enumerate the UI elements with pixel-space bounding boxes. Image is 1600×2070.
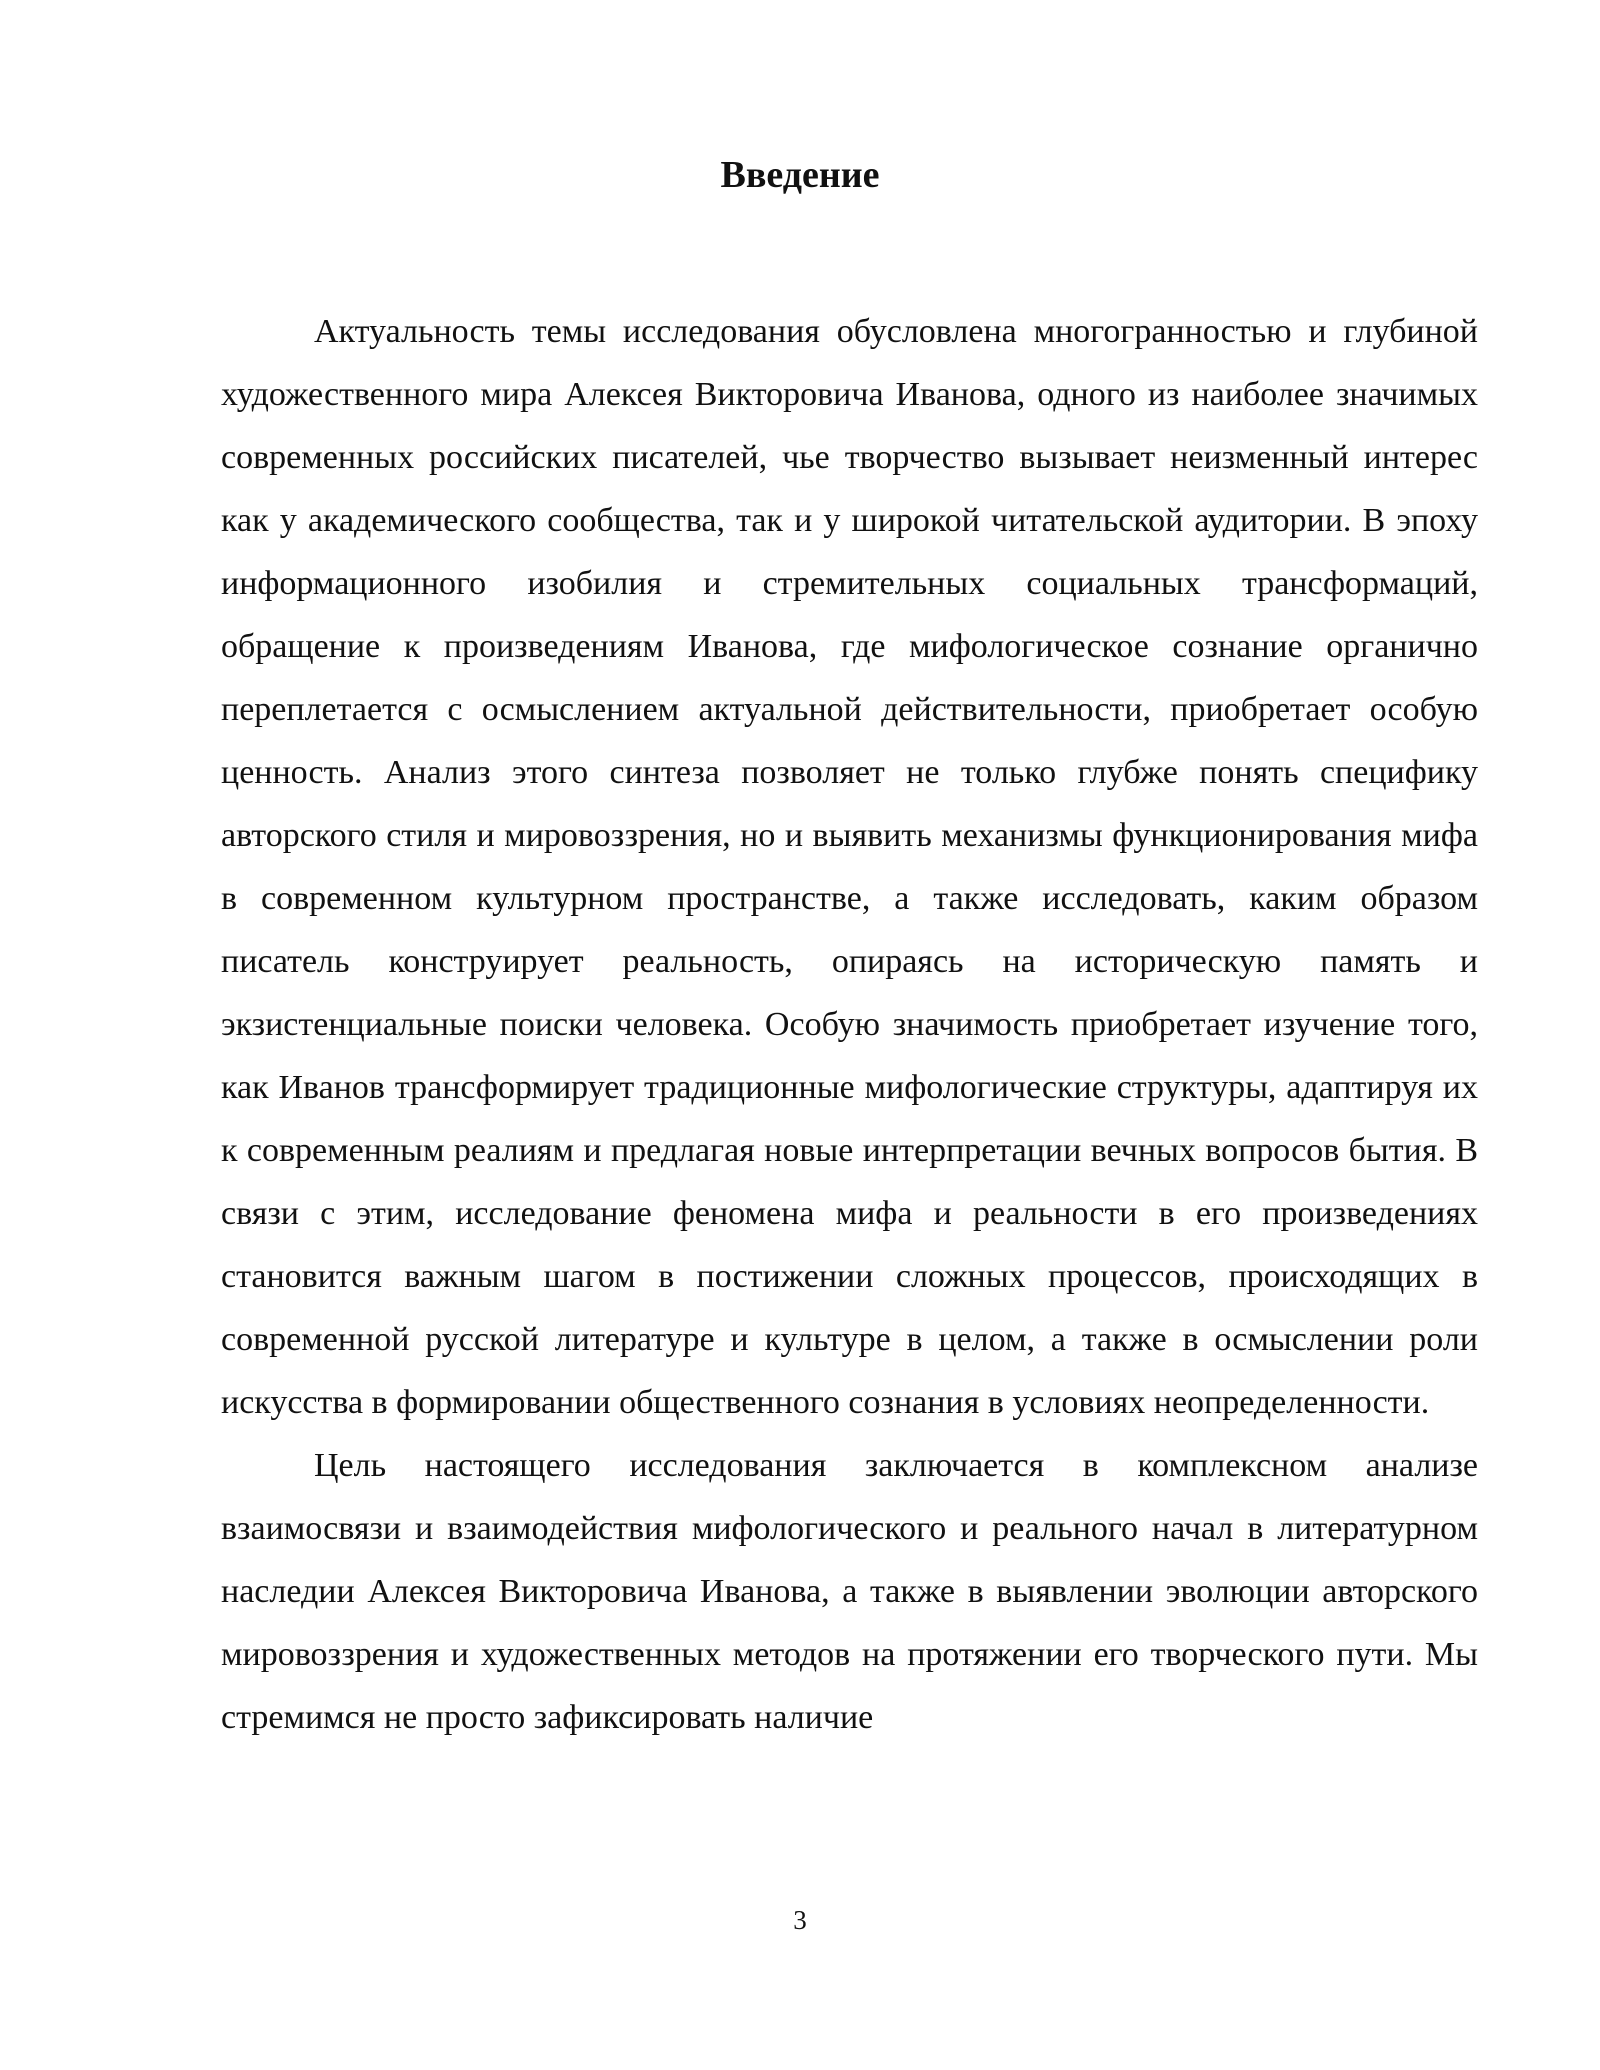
page-title: Введение	[720, 154, 880, 196]
page-number: 3	[793, 1905, 807, 1935]
paragraph-relevance: Актуальность темы исследования обусловлена многогранностью и глубиной художественного мира Алексея Викторовича Иванова, одного из наиболее значимых современных российских писателей, чье творчество вызывает неизменный интерес как у академического сообщества, так и у широкой читательской аудитории. В эпоху информационного изобилия и стремительных социальных трансформаций, обращение к произведениям Иванова, где мифологическое сознание органично переплетается с осмыслением актуальной действительности, приобретает особую ценность. Анализ этого синтеза позволяет не только глубже понять специфику авторского стиля и мировоззрения, но и выявить механизмы функционирования мифа в современном культурном пространстве, а также исследовать, каким образом писатель конструирует реальность, опираясь на историческую память и экзистенциальные поиски человека. Особую значимость приобретает изучение того, как Иванов трансформирует традиционные мифологические структуры, адаптируя их к современным реалиям и предлагая новые интерпретации вечных вопросов бытия. В связи с этим, исследование феномена мифа и реальности в его произведениях становится важным шагом в постижении сложных процессов, происходящих в современной русской литературе и культуре в целом, а также в осмыслении роли искусства в формировании общественного сознания в условиях неопределенности.	[221, 313, 1478, 1421]
body-text	[221, 300, 1478, 1749]
paragraph-goal: Цель настоящего исследования заключается в комплексном анализе взаимосвязи и взаимодействия мифологического и реального начал в литературном наследии Алексея Викторовича Иванова, а также в выявлении эволюции авторского мировоззрения и художественных методов на протяжении его творческого пути. Мы стремимся не просто зафиксировать наличие	[221, 1447, 1478, 1736]
